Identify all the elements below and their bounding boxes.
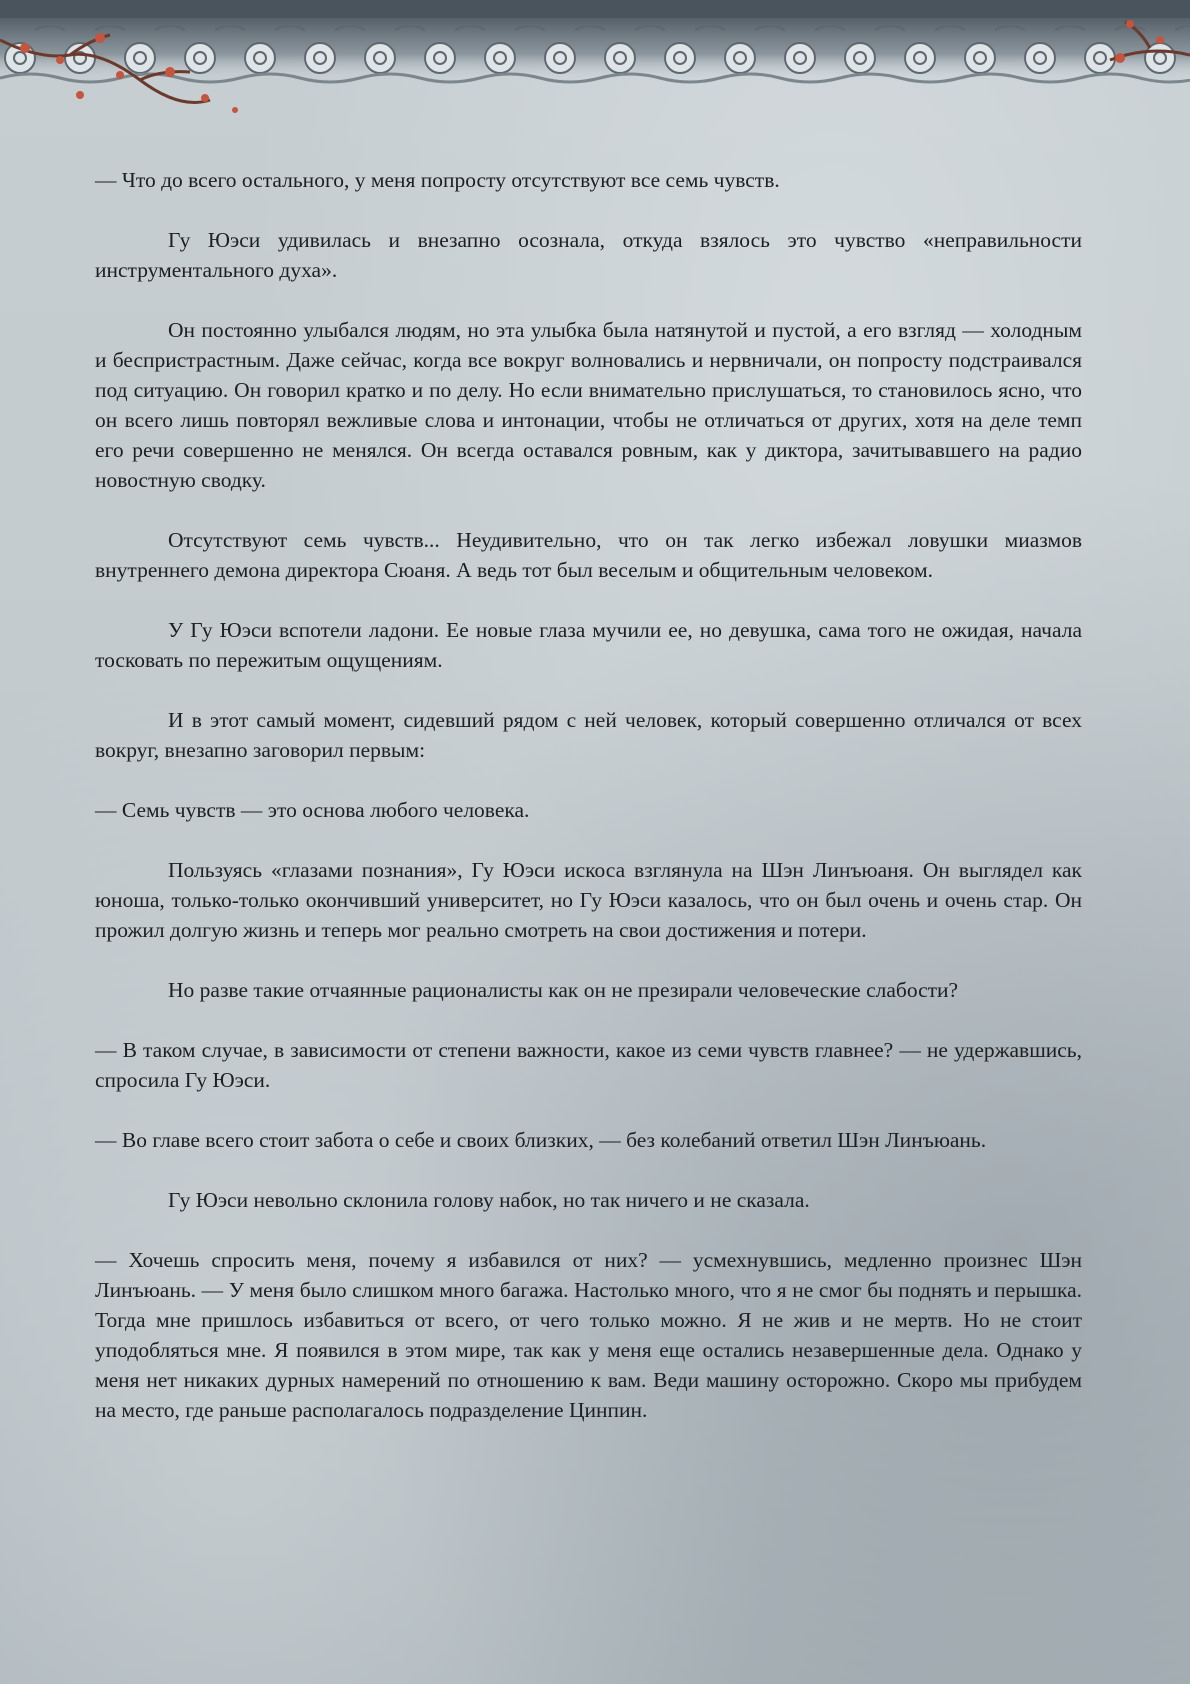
paragraph: Гу Юэси удивилась и внезапно осознала, откуда взялось это чувство «неправильности инструментального духа». bbox=[95, 228, 1082, 282]
paragraph: — Что до всего остального, у меня попросту отсутствуют все семь чувств. bbox=[95, 168, 780, 192]
paragraph: Пользуясь «глазами познания», Гу Юэси искоса взглянула на Шэн Линъюаня. Он выглядел как юноша, только-только окончивший университет, но Гу Юэси казалось, что он был очень и очень стар. Он прожил долгую жизнь и теперь мог реально смотреть на свои достижения и потери. bbox=[95, 858, 1082, 942]
paragraph: — Во главе всего стоит забота о себе и своих близких, — без колебаний ответил Шэн Линъюань. bbox=[95, 1128, 987, 1152]
paragraph: У Гу Юэси вспотели ладони. Ее новые глаза мучили ее, но девушка, сама того не ожидая, начала тосковать по пережитым ощущениям. bbox=[95, 618, 1082, 672]
paragraph: И в этот самый момент, сидевший рядом с ней человек, который совершенно отличался от всех вокруг, внезапно заговорил первым: bbox=[95, 708, 1082, 762]
story-text bbox=[95, 165, 1082, 1455]
paragraph: — Семь чувств — это основа любого человека. bbox=[95, 798, 530, 822]
roof-tiles-decoration bbox=[0, 0, 1190, 120]
paragraph: — В таком случае, в зависимости от степени важности, какое из семи чувств главнее? — не удержавшись, спросила Гу Юэси. bbox=[95, 1038, 1082, 1092]
paragraph: — Хочешь спросить меня, почему я избавился от них? — усмехнувшись, медленно произнес Шэн Линъюань. — У меня было слишком много багажа. Настолько много, что я не смог бы поднять и перышка. Тогда мне пришлось избавиться от всего, от чего только можно. Я не жив и не мертв. Но не стоит уподобляться мне. Я появился в этом мире, так как у меня еще остались незавершенные дела. Однако у меня нет никаких дурных намерений по отношению к вам. Веди машину осторожно. Скоро мы прибудем на место, где раньше располагалось подразделение Цинпин. bbox=[95, 1248, 1082, 1422]
paragraph: Но разве такие отчаянные рационалисты как он не презирали человеческие слабости? bbox=[168, 978, 959, 1002]
paragraph: Гу Юэси невольно склонила голову набок, но так ничего и не сказала. bbox=[168, 1188, 810, 1212]
paragraph: Отсутствуют семь чувств... Неудивительно, что он так легко избежал ловушки миазмов внутреннего демона директора Сюаня. А ведь тот был веселым и общительным человеком. bbox=[95, 528, 1082, 582]
paragraph: Он постоянно улыбался людям, но эта улыбка была натянутой и пустой, а его взгляд — холодным и беспристрастным. Даже сейчас, когда все вокруг волновались и нервничали, он попросту подстраивался под ситуацию. Он говорил кратко и по делу. Но если внимательно прислушаться, то становилось ясно, что он всего лишь повторял вежливые слова и интонации, чтобы не отличаться от других, хотя на деле темп его речи совершенно не менялся. Он всегда оставался ровным, как у диктора, зачитывавшего на радио новостную сводку. bbox=[95, 318, 1082, 492]
